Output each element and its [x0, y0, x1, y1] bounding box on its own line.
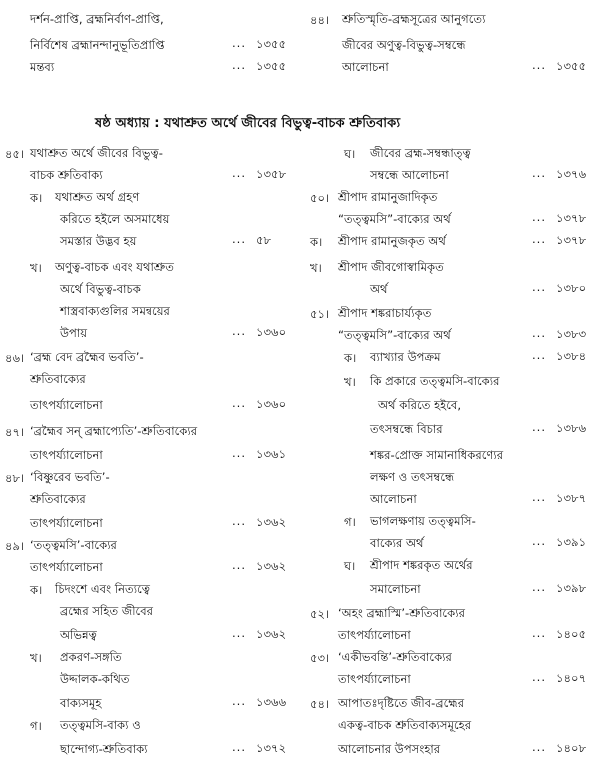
- leader-dots: ...: [232, 166, 247, 180]
- toc-entry-text: চিদংশে এবং নিত্যত্বে: [55, 582, 151, 596]
- page-number: ১৩৬১: [256, 447, 287, 461]
- toc-entry-text: জীবের ব্রহ্ম-সম্বন্ধাত্ত্ব: [370, 146, 471, 160]
- page-number: ১৪০৮: [556, 741, 587, 755]
- entry-number: ৪৯।: [5, 539, 25, 553]
- entry-number: ক।: [344, 351, 357, 365]
- toc-entry-text: শাস্ত্রবাক্যগুলির সমন্বয়ের: [60, 304, 170, 318]
- leader-dots: ...: [232, 694, 247, 708]
- entry-number: ৫৪।: [310, 697, 330, 711]
- toc-entry-text: তাৎপর্য্যালোচনা: [30, 398, 103, 412]
- leader-dots: ...: [532, 670, 547, 684]
- toc-entry-text: বাক্যসমূহ: [60, 696, 102, 710]
- entry-number: ঘ।: [344, 147, 356, 161]
- leader-dots: ...: [532, 534, 547, 548]
- toc-entry-text: নির্বিশেষ ব্রহ্মানন্দানুভূতিপ্রাপ্তি: [30, 38, 165, 52]
- leader-dots: ...: [532, 326, 547, 340]
- toc-entry-text: অর্থে বিভুত্ব-বাচক: [60, 282, 141, 296]
- leader-dots: ...: [532, 58, 547, 72]
- entry-number: ৫১।: [310, 307, 330, 321]
- toc-entry-text: শ্রীপাদ জীবগোস্বামিকৃত: [338, 260, 444, 274]
- leader-dots: ...: [532, 232, 547, 246]
- toc-entry-text: “তত্ত্বমসি”-বাক্যের অর্থ: [338, 212, 451, 226]
- page-number: ১৩৮৩: [556, 327, 587, 341]
- leader-dots: ...: [232, 58, 247, 72]
- toc-entry-text: সমস্তার উদ্ভব হয়: [60, 234, 137, 248]
- toc-entry-text: আলোচনা: [342, 60, 389, 74]
- leader-dots: ...: [532, 280, 547, 294]
- toc-entry-text: অণুত্ব-বাচক এবং যথাশ্রুত: [55, 260, 174, 274]
- page-number: ১৩৮৪: [556, 349, 587, 363]
- toc-entry-text: ভাগলক্ষণায় তত্ত্বমসি-: [370, 514, 476, 528]
- toc-entry-text: যথাশ্রুত অর্থে জীবের বিভুত্ব-: [30, 146, 163, 160]
- page-number: ১৩৯১: [556, 535, 587, 549]
- leader-dots: ...: [532, 210, 547, 224]
- page-number: ১৩৬২: [256, 559, 287, 573]
- leader-dots: ...: [232, 558, 247, 572]
- toc-entry-text: লক্ষণ ও তৎসম্বন্ধে: [370, 470, 455, 484]
- toc-entry-text: একত্ব-বাচক শ্রুতিবাক্যসমূহের: [338, 718, 472, 732]
- page-number: ১৩৭৮: [556, 233, 587, 247]
- page-number: ১৪০৭: [556, 671, 587, 685]
- toc-entry-text: তৎসম্বন্ধে বিচার: [370, 422, 443, 436]
- toc-entry-text: ‘বিষ্ণুরেব ভবতি’-: [30, 470, 110, 484]
- leader-dots: ...: [532, 580, 547, 594]
- toc-entry-text: শ্রুতিস্মৃতি-ব্রহ্মসূত্রের আনুগত্যে: [342, 12, 486, 26]
- page-number: ১৩৭২: [256, 741, 287, 755]
- entry-number: ৫৩।: [310, 651, 330, 665]
- toc-entry-text: আলোচনা: [370, 492, 417, 506]
- toc-entry-text: ‘একীভবন্তি’-শ্রুতিবাক্যের: [338, 650, 452, 664]
- toc-entry-text: আলোচনার উপসংহার: [338, 742, 441, 756]
- toc-entry-text: তাৎপর্য্যালোচনা: [30, 516, 103, 530]
- leader-dots: ...: [232, 36, 247, 50]
- page-number: ১৩৬০: [256, 325, 287, 339]
- toc-entry-text: “তত্ত্বমসি”-বাক্যের অর্থ: [338, 328, 451, 342]
- toc-entry-text: কি প্রকারে তত্ত্বমসি-বাক্যের: [370, 374, 500, 388]
- leader-dots: ...: [232, 740, 247, 754]
- toc-entry-text: ব্যাখ্যার উপক্রম: [370, 350, 441, 364]
- toc-entry-text: অর্থ: [370, 282, 388, 296]
- leader-dots: ...: [532, 626, 547, 640]
- toc-entry-text: শ্রীপাদ শঙ্করকৃত অর্থের: [370, 558, 473, 572]
- toc-entry-text: ছান্দোগ্য-শ্রুতিবাক্য: [60, 742, 148, 756]
- leader-dots: ...: [532, 740, 547, 754]
- toc-entry-text: অর্থ করিতে হইবে,: [378, 398, 462, 412]
- page-number: ১৩৬২: [256, 515, 287, 529]
- leader-dots: ...: [532, 166, 547, 180]
- page-number: ১৩৬০: [256, 397, 287, 411]
- page-number: ১৩৭৬: [556, 167, 587, 181]
- toc-entry-text: যথাশ্রুত অর্থ গ্রহণ: [55, 190, 140, 204]
- toc-entry-text: উদ্দালক-কথিত: [60, 672, 130, 686]
- toc-entry-text: ‘ব্রহ্মৈব সন্ ব্রহ্মাপ্যেতি’-শ্রুতিবাক্যের: [30, 424, 198, 438]
- page-number: ১৩৫৫: [556, 59, 587, 73]
- page-number: ৫৮: [256, 233, 272, 247]
- entry-number: ৪৭।: [5, 425, 25, 439]
- page-number: ১৩৫৫: [256, 59, 287, 73]
- toc-entry-text: তত্ত্বমসি-বাক্য ও: [60, 718, 141, 732]
- leader-dots: ...: [532, 348, 547, 362]
- leader-dots: ...: [232, 396, 247, 410]
- page-number: ১৩৭৮: [556, 211, 587, 225]
- entry-number: ক।: [30, 583, 43, 597]
- toc-entry-text: জীবের অণুত্ব-বিভুত্ব-সম্বন্ধে: [342, 38, 466, 52]
- page-number: ১৩৮০: [556, 281, 587, 295]
- entry-number: ৪৪।: [310, 13, 330, 27]
- leader-dots: ...: [232, 324, 247, 338]
- page-number: ১৩৮৭: [556, 491, 587, 505]
- entry-number: খ।: [30, 261, 42, 275]
- entry-number: খ।: [30, 651, 42, 665]
- chapter-heading: ষষ্ঠ অধ্যায় : যথাশ্রুত অর্থে জীবের বিভুত্ব-বাচক শ্রুতিবাক্য: [95, 116, 401, 131]
- page-number: ১৩৬৬: [256, 695, 287, 709]
- toc-entry-text: ব্রহ্মের সহিত জীবের: [60, 604, 154, 618]
- toc-entry-text: মন্তব্য: [30, 60, 55, 74]
- entry-number: ৫০।: [310, 191, 330, 205]
- leader-dots: ...: [532, 420, 547, 434]
- entry-number: ঘ।: [344, 559, 356, 573]
- toc-entry-text: শ্রীপাদ শঙ্করাচার্য্যকৃত: [338, 306, 432, 320]
- page-number: ১৩৫৮: [256, 167, 287, 181]
- entry-number: ৪৬।: [5, 351, 25, 365]
- leader-dots: ...: [232, 232, 247, 246]
- page-number: ১৩৬২: [256, 627, 287, 641]
- entry-number: গ।: [30, 719, 42, 733]
- entry-number: ক।: [310, 235, 323, 249]
- toc-entry-text: ‘তত্ত্বমসি’-বাক্যের: [30, 538, 117, 552]
- leader-dots: ...: [232, 514, 247, 528]
- toc-entry-text: ‘ব্রহ্ম বেদ ব্রহ্মৈব ভবতি’-: [30, 350, 144, 364]
- entry-number: ৫২।: [310, 607, 330, 621]
- toc-entry-text: তাৎপর্য্যালোচনা: [338, 628, 411, 642]
- toc-entry-text: শঙ্কর-প্রোক্ত সামানাধিকরণ্যের: [370, 448, 504, 462]
- entry-number: ক।: [30, 191, 43, 205]
- page-number: ১৪০৫: [556, 627, 587, 641]
- toc-entry-text: শ্রুতিবাক্যের: [30, 492, 86, 506]
- leader-dots: ...: [232, 626, 247, 640]
- entry-number: গ।: [344, 515, 356, 529]
- toc-entry-text: আপাতঃদৃষ্টিতে জীব-ব্রহ্মের: [338, 696, 465, 710]
- toc-entry-text: শ্রুতিবাক্যের: [30, 372, 86, 386]
- leader-dots: ...: [532, 490, 547, 504]
- toc-entry-text: তাৎপর্য্যালোচনা: [30, 448, 103, 462]
- toc-entry-text: শ্রীপাদ রামানুজকৃত অর্থ: [338, 234, 446, 248]
- page-number: ১৩৯৮: [556, 581, 587, 595]
- leader-dots: ...: [232, 446, 247, 460]
- toc-entry-text: বাচক শ্রুতিবাক্য: [30, 168, 103, 182]
- entry-number: খ।: [310, 261, 322, 275]
- toc-entry-text: ‘অহং ব্রহ্মাস্মি’-শ্রুতিবাক্যের: [338, 606, 465, 620]
- toc-entry-text: অভিন্নত্ব: [60, 628, 97, 642]
- toc-entry-text: সম্বন্ধে আলোচনা: [370, 168, 449, 182]
- page-number: ১৩৫৫: [256, 37, 287, 51]
- toc-entry-text: তাৎপর্য্যালোচনা: [30, 560, 103, 574]
- toc-entry-text: সমালোচনা: [370, 582, 421, 596]
- toc-entry-text: উপায়: [60, 326, 88, 340]
- toc-entry-text: শ্রীপাদ রামানুজাদিকৃত: [338, 190, 438, 204]
- entry-number: খ।: [344, 375, 356, 389]
- toc-entry-text: করিতে হইলে অসমাধেয়: [60, 212, 170, 226]
- toc-entry-text: বাক্যের অর্থ: [370, 536, 424, 550]
- toc-entry-text: প্রকরণ-সঙ্গতি: [60, 650, 122, 664]
- entry-number: ৪৫।: [5, 147, 25, 161]
- page-number: ১৩৮৬: [556, 421, 587, 435]
- entry-number: ৪৮।: [5, 471, 25, 485]
- toc-entry-text: দর্শন-প্রাপ্তি, ব্রহ্মনির্বাণ-প্রাপ্তি,: [30, 12, 164, 26]
- toc-entry-text: তাৎপর্য্যালোচনা: [338, 672, 411, 686]
